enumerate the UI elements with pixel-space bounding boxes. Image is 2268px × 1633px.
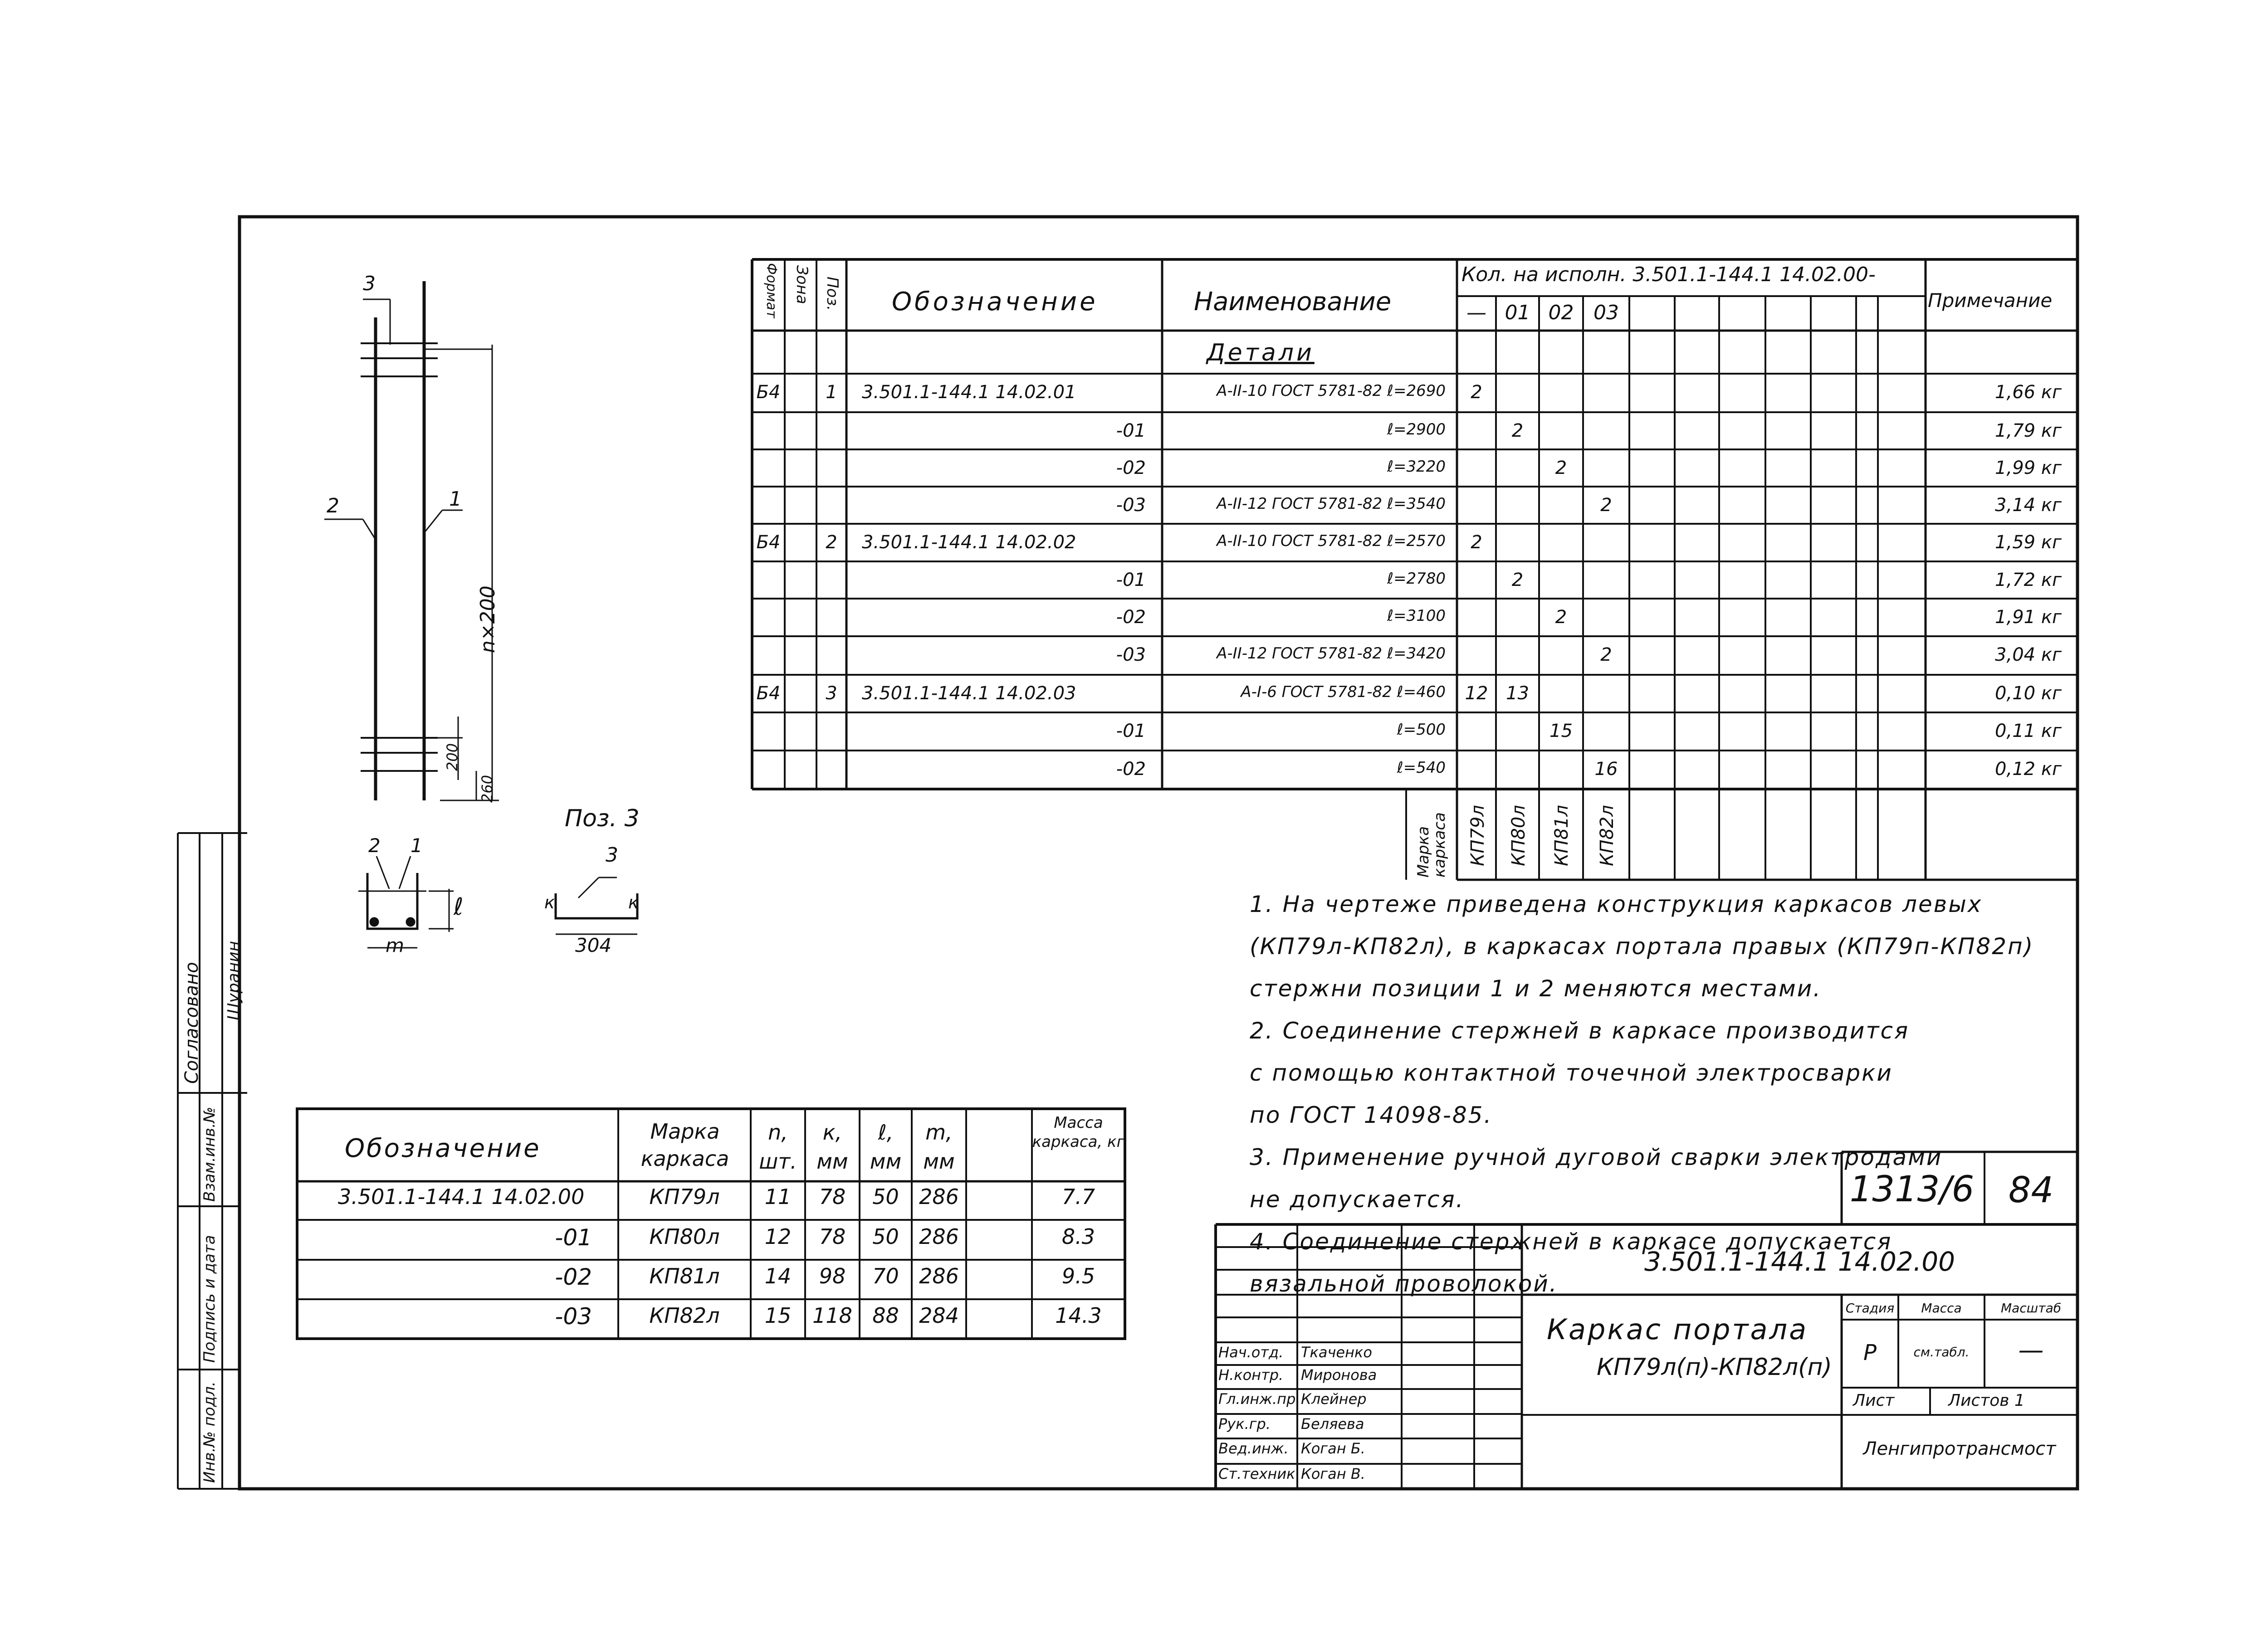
stamp-document-code: 3.501.1-144.1 14.02.00 [1644,1246,1955,1277]
spec-mark-0: КП79л [1467,805,1488,866]
side-label-inv: Инв.№ подл. [200,1381,219,1483]
spec-head-qty-title: Кол. на исполн. 3.501.1-144.1 14.02.00- [1461,263,1876,286]
param-cell: 14 [764,1264,792,1288]
spec-row-designation: 3.501.1-144.1 14.02.02 [862,532,1076,553]
stamp-role: Рук.гр. [1218,1415,1271,1433]
param-cell: 11 [764,1185,792,1209]
side-label-repl: Взам.инв.№ [200,1107,219,1202]
section-label-2: 2 [368,834,381,857]
dim-200: 200 [444,743,461,771]
spec-row-designation: 3.501.1-144.1 14.02.01 [862,382,1076,403]
note-line: вязальной проволокой. [1250,1271,1558,1297]
pos3-title: Поз. 3 [565,805,640,832]
stamp-person: Коган В. [1301,1465,1365,1482]
param-cell: 3.501.1-144.1 14.02.00 [338,1185,585,1209]
note-line: с помощью контактной точечной электросварки [1250,1060,1893,1086]
spec-head-zone: Зона [793,265,811,304]
stamp-mass-value: см.табл. [1913,1345,1970,1360]
spec-head-format: Формат [763,263,779,318]
section-dim-m: m [386,934,404,956]
stamp-scale-label: Масштаб [2000,1301,2062,1316]
side-signer: Шуранин [225,941,243,1020]
spec-marks-label: Марка каркаса [1414,812,1449,877]
param-cell: 50 [872,1185,899,1209]
spec-row-pos: 1 [826,382,837,403]
spec-row-pos: 3 [826,683,837,704]
stamp-role: Вед.инж. [1218,1440,1289,1457]
param-head-col: m, мм [923,1120,955,1174]
param-cell: 286 [919,1264,959,1288]
spec-qty-col-2: 02 [1548,301,1574,324]
callout-1: 1 [449,487,462,511]
spec-row-format: Б4 [756,683,781,704]
spec-row-name: ℓ=2780 [1387,570,1446,588]
param-cell: 78 [819,1185,846,1209]
spec-row-note: 1,79 кг [1995,420,2062,441]
param-cell: КП82л [649,1303,720,1328]
param-cell: 8.3 [1061,1224,1095,1249]
param-cell: 7.7 [1061,1185,1095,1209]
spec-row-qty: 2 [1471,382,1482,403]
spec-row-designation: -01 [1116,570,1146,590]
stamp-person: Миронова [1301,1366,1377,1384]
param-cell: КП81л [649,1264,720,1288]
spec-row-qty: 2 [1555,458,1567,478]
spec-row-format: Б4 [756,382,781,403]
spec-row-pos: 2 [826,532,837,553]
spec-row-note: 1,59 кг [1995,532,2062,553]
spec-row-designation: -02 [1116,458,1146,478]
stamp-person: Ткаченко [1301,1344,1372,1361]
spec-row-designation: -03 [1116,644,1146,665]
param-head-mass: Масса каркаса, кг [1032,1114,1125,1151]
param-cell: -02 [555,1264,592,1290]
stamp-mass-label: Масса [1921,1301,1962,1316]
callout-3: 3 [363,272,376,295]
pos3-dim-304: 304 [575,934,612,956]
param-cell: 286 [919,1185,959,1209]
spec-row-qty: 2 [1555,607,1567,628]
spec-row-qty: 15 [1549,721,1573,741]
param-cell: 284 [919,1303,959,1328]
param-cell: КП80л [649,1224,720,1249]
stamp-role: Ст.техник [1218,1465,1295,1482]
stamp-stage-label: Стадия [1845,1301,1895,1316]
spec-row-designation: -02 [1116,759,1146,780]
note-line: 1. На чертеже приведена конструкция каркасов левых [1250,891,1983,917]
note-line: 2. Соединение стержней в каркасе производится [1250,1018,1910,1044]
side-label-sign: Подпись и дата [200,1235,219,1363]
spec-qty-col-3: 03 [1593,301,1619,324]
stamp-stage-value: Р [1863,1340,1877,1365]
spec-row-note: 3,04 кг [1995,644,2062,665]
spec-row-qty: 2 [1511,420,1524,441]
section-label-1: 1 [411,834,423,857]
spec-row-note: 0,11 кг [1995,721,2062,741]
param-cell: 286 [919,1224,959,1249]
dim-260: 260 [479,775,496,803]
cage-section [358,856,454,948]
dim-n200: n×200 [476,585,499,653]
note-line: 3. Применение ручной дуговой сварки электродами [1250,1144,1943,1170]
pos3-callout: 3 [606,843,618,867]
stamp-page-number: 84 [2008,1170,2054,1211]
spec-row-name: ℓ=3100 [1387,607,1446,625]
spec-row-qty: 2 [1600,495,1612,516]
param-cell: 9.5 [1061,1264,1095,1288]
spec-mark-1: КП80л [1508,805,1529,866]
spec-row-name: ℓ=540 [1397,759,1446,777]
param-cell: 14.3 [1055,1303,1102,1328]
note-line: по ГОСТ 14098-85. [1250,1102,1493,1128]
spec-row-designation: 3.501.1-144.1 14.02.03 [862,683,1076,704]
cage-stirrups [361,343,438,771]
stamp-scale-value: — [2018,1336,2044,1365]
param-cell: 98 [819,1264,846,1288]
spec-row-note: 1,72 кг [1995,570,2062,590]
spec-mark-3: КП82л [1597,805,1618,866]
stamp-title-line2: КП79л(п)-КП82л(п) [1597,1354,1832,1381]
note-line: 4. Соединение стержней в каркасе допускается [1250,1228,1892,1255]
stamp-person: Коган Б. [1301,1440,1365,1457]
spec-row-note: 1,66 кг [1995,382,2062,403]
param-cell: 12 [764,1224,792,1249]
param-cell: 70 [872,1264,899,1288]
stamp-role: Гл.инж.пр. [1218,1390,1300,1408]
spec-head-note: Примечание [1928,289,2053,312]
spec-qty-col-0: — [1466,301,1486,324]
spec-row-qty: 2 [1600,644,1612,665]
spec-row-qty: 13 [1506,683,1529,704]
stamp-sheets-label: Листов 1 [1948,1391,2025,1410]
spec-row-designation: -02 [1116,607,1146,628]
pos3-k-left: к [544,892,555,912]
spec-section-title: Детали [1207,339,1315,366]
spec-row-note: 3,14 кг [1995,495,2062,516]
spec-row-name: ℓ=3220 [1387,458,1446,476]
stamp-role: Н.контр. [1218,1366,1284,1384]
spec-row-qty: 2 [1511,570,1524,590]
spec-row-name: А-II-12 ГОСТ 5781-82 ℓ=3420 [1217,644,1446,663]
stamp-title-line1: Каркас портала [1547,1313,1809,1346]
note-line: стержни позиции 1 и 2 меняются местами. [1250,975,1822,1002]
spec-mark-2: КП81л [1551,805,1572,866]
pos3-k-right: к [628,892,639,912]
param-cell: -03 [555,1303,592,1330]
stamp-person: Клейнер [1301,1390,1367,1408]
spec-row-note: 0,10 кг [1995,683,2062,704]
spec-head-designation: Обозначение [892,287,1098,317]
spec-row-designation: -01 [1116,721,1146,741]
spec-row-name: А-II-10 ГОСТ 5781-82 ℓ=2570 [1217,532,1446,550]
spec-row-qty: 12 [1465,683,1488,704]
spec-row-note: 1,99 кг [1995,458,2062,478]
param-cell: 78 [819,1224,846,1249]
param-head-mark: Марка каркаса [640,1119,729,1171]
section-dim-l: ℓ [454,893,464,921]
spec-row-name: А-II-12 ГОСТ 5781-82 ℓ=3540 [1217,495,1446,513]
spec-row-qty: 16 [1594,759,1618,780]
param-head-col: ℓ, мм [870,1120,902,1174]
param-cell: 15 [764,1303,792,1328]
param-cell: КП79л [649,1185,720,1209]
spec-row-qty: 2 [1471,532,1482,553]
param-cell: 88 [872,1303,899,1328]
stamp-organization: Ленгипротрансмост [1863,1438,2056,1459]
note-line: не допускается. [1250,1186,1465,1213]
param-head-designation: Обозначение [345,1134,541,1163]
spec-row-designation: -03 [1116,495,1146,516]
param-cell: -01 [555,1224,592,1251]
spec-row-note: 1,91 кг [1995,607,2062,628]
callout-2: 2 [327,494,339,517]
cage-dimensions [324,299,499,800]
stamp-person: Беляева [1301,1415,1364,1433]
param-cell: 118 [812,1303,852,1328]
spec-row-designation: -01 [1116,420,1146,441]
spec-head-pos: Поз. [823,277,841,311]
pos3-detail [556,877,637,934]
spec-row-format: Б4 [756,532,781,553]
spec-qty-col-1: 01 [1505,301,1530,324]
spec-row-name: А-I-6 ГОСТ 5781-82 ℓ=460 [1241,683,1446,701]
note-line: (КП79л-КП82л), в каркасах портала правых (КП79п-КП82п) [1250,933,2034,960]
spec-row-name: А-II-10 ГОСТ 5781-82 ℓ=2690 [1217,382,1446,400]
param-cell: 50 [872,1224,899,1249]
spec-head-name: Наименование [1194,287,1392,317]
spec-row-name: ℓ=2900 [1387,420,1446,439]
param-head-col: к, мм [816,1120,848,1174]
stamp-role: Нач.отд. [1218,1344,1284,1361]
spec-row-note: 0,12 кг [1995,759,2062,780]
param-head-col: n, шт. [759,1120,797,1174]
spec-row-name: ℓ=500 [1397,721,1446,739]
side-agreed: Согласовано [181,962,202,1084]
stamp-sheet-label: Лист [1853,1391,1895,1410]
stamp-archive-number: 1313/6 [1849,1169,1975,1210]
